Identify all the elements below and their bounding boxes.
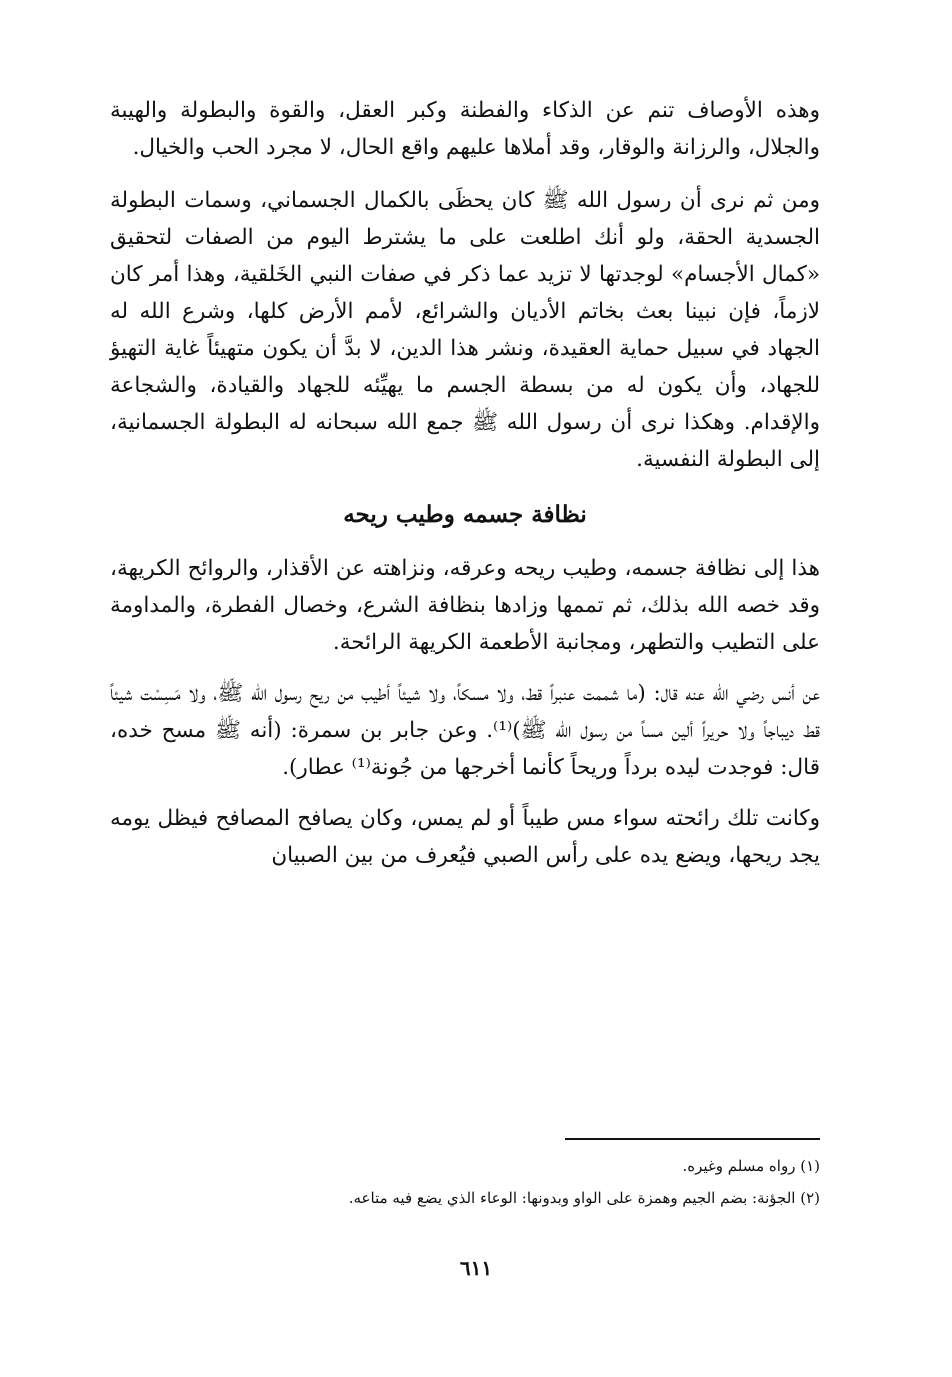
footnote-divider	[565, 1138, 820, 1140]
paragraph-2: ومن ثم نرى أن رسول الله ﷺ كان يحظَى بالكمال الجسماني، وسمات البطولة الجسدية الحقة، ولو أنك اطلعت على ما يشترط اليوم من الصفات لتحقيق «كمال الأجسام» لوجدتها لا تزيد عما ذكر في صفات النبي الخَلقية، وهذا أمر كان لازماً، فإن نبينا بعث بخاتم الأديان والشرائع، لأمم الأرض كلها، وشرع الله له الجهاد في سبيل حماية العقيدة، ونشر هذا الدين، لا بدَّ أن يكون متهيئاً غاية التهيؤ للجهاد، وأن يكون له من بسطة الجسم ما يهيِّئه للجهاد والقيادة، والشجاعة والإقدام. وهكذا نرى أن رسول الله ﷺ جمع الله سبحانه له البطولة الجسمانية، إلى البطولة النفسية.	[110, 188, 820, 472]
footnote-2: (٢) الجؤنة: بضم الجيم وهمزة على الواو وبدونها: الوعاء الذي يضع فيه متاعه.	[348, 1189, 820, 1207]
section-paragraph-2: عن أنس رضي الله عنه قال: (ما شممت عنبراً قط، ولا مسكاً، ولا شيئاً أطيب من ريح رسول الله ﷺ، ولا مَسِسْت شيئاً قط ديباجاً ولا حريراً ألين مساً من رسول الله ﷺ)⁽¹⁾. وعن جابر بن سمرة: (أنه ﷺ مسح خده، قال: فوجدت ليده برداً وريحاً كأنما أخرجها من جُونة⁽¹⁾ عطار).	[110, 681, 820, 780]
footnote-1: (١) رواه مسلم وغيره.	[682, 1157, 820, 1175]
section-paragraph-3: وكانت تلك رائحته سواء مس طيباً أو لم يمس، وكان يصافح المصافح فيظل يومه يجد ريحها، ويضع يده على رأس الصبي فيُعرف من بين الصبيان	[110, 806, 820, 868]
page-number: ٦١١	[459, 1256, 493, 1280]
page-body	[110, 92, 820, 874]
footnotes	[110, 1150, 820, 1214]
section-heading: نظافة جسمه وطيب ريحه	[343, 501, 587, 528]
paragraph-1: وهذه الأوصاف تنم عن الذكاء والفطنة وكبر العقل، والقوة والبطولة والهيبة والجلال، والرزانة والوقار، وقد أملاها عليهم واقع الحال، لا مجرد الحب والخيال.	[110, 98, 820, 160]
section-paragraph-1: هذا إلى نظافة جسمه، وطيب ريحه وعرقه، ونزاهته عن الأقذار، والروائح الكريهة، وقد خصه الله بذلك، ثم تممها وزادها بنظافة الشرع، وخصال الفطرة، والمداومة على التطيب والتطهر، ومجانبة الأطعمة الكريهة الرائحة.	[110, 556, 820, 655]
